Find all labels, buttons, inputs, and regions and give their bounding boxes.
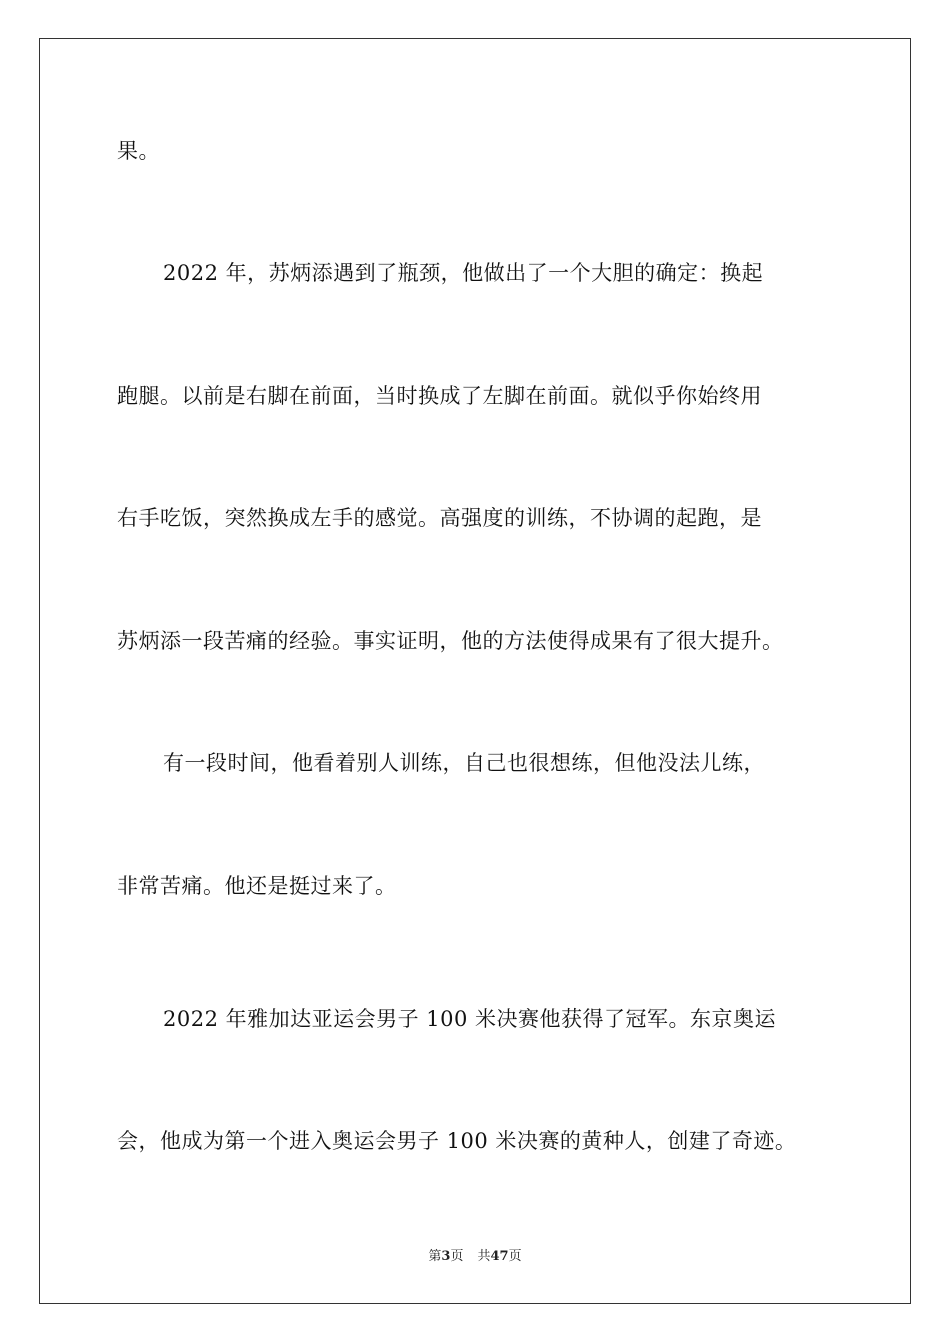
total-pages: 47 xyxy=(490,1249,509,1264)
page-number: 3 xyxy=(441,1249,451,1264)
page-suffix: 页 xyxy=(450,1249,464,1264)
text-line-9: 会，他成为第一个进入奥运会男子 100 米决赛的黄种人，创建了奇迹。 xyxy=(117,1129,797,1153)
text-line-6: 有一段时间，他看着别人训练，自己也很想练，但他没法儿练， xyxy=(163,751,765,775)
text-line-1: 果。 xyxy=(117,139,160,163)
text-line-3: 跑腿。以前是右脚在前面，当时换成了左脚在前面。就似乎你始终用 xyxy=(117,384,762,408)
text-line-7: 非常苦痛。他还是挺过来了。 xyxy=(117,874,397,898)
text-line-2: 2022 年，苏炳添遇到了瓶颈，他做出了一个大胆的确定：换起 xyxy=(163,261,764,285)
text-line-8: 2022 年雅加达亚运会男子 100 米决赛他获得了冠军。东京奥运 xyxy=(163,1007,777,1031)
total-prefix: 共 xyxy=(477,1249,491,1264)
text-line-4: 右手吃饭，突然换成左手的感觉。高强度的训练，不协调的起跑，是 xyxy=(117,506,762,530)
page-footer xyxy=(0,1248,950,1266)
page-frame xyxy=(39,38,911,1304)
total-suffix: 页 xyxy=(508,1249,522,1264)
page-prefix: 第 xyxy=(428,1249,442,1264)
text-line-5: 苏炳添一段苦痛的经验。事实证明，他的方法使得成果有了很大提升。 xyxy=(117,629,784,653)
